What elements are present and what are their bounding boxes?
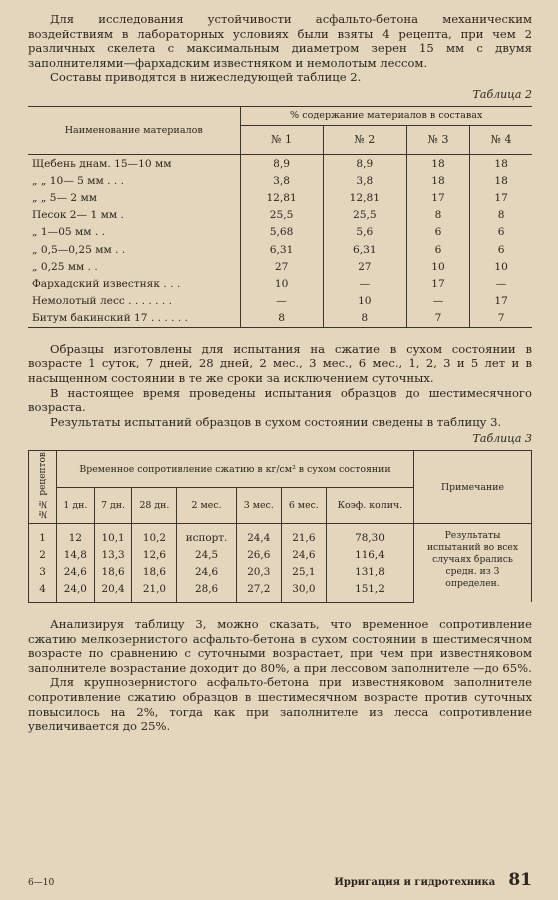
cell: 6,31 — [323, 241, 406, 258]
table-3-note-header: Примечание — [414, 451, 532, 524]
table-3-row — [29, 523, 532, 547]
cell: 8,9 — [240, 154, 323, 172]
cell: 18,6 — [94, 564, 132, 581]
cell: 27,2 — [236, 581, 281, 603]
cell: 12,81 — [240, 189, 323, 206]
paragraph-3: Образцы изготовлены для испытания на сжатие в сухом состоянии в возрасте 1 суток, 7 дней, 28 дней, 2 мес., 3 мес., 6 мес., 1, 2, 3 и 5 лет и в насыщенном состоянии в те же сроки за исключением суточных. — [28, 341, 532, 386]
cell: 5,6 — [323, 224, 406, 241]
cell: 6 — [470, 224, 532, 241]
material-label: Немолотый лесс . . . . . . . — [32, 295, 172, 308]
table-3 — [28, 450, 532, 603]
cell: 6 — [470, 241, 532, 258]
table-2-row — [28, 172, 532, 189]
table-3-note: Результаты испытаний во всех случаях брались средн. из 3 определен. — [414, 523, 532, 602]
cell: 24,4 — [236, 523, 281, 547]
cell: 21,6 — [281, 523, 326, 547]
cell: испорт. — [177, 523, 236, 547]
material-label: „ 0,5—0,25 мм . . — [32, 243, 126, 256]
table-3-col-header: 7 дн. — [94, 487, 132, 523]
cell: 10 — [240, 275, 323, 292]
cell: 17 — [406, 275, 469, 292]
table-2-row — [28, 207, 532, 224]
recipe-number: 3 — [29, 564, 57, 581]
cell: 18 — [406, 172, 469, 189]
table-2-row — [28, 275, 532, 292]
table-3-col-header: 6 мес. — [281, 487, 326, 523]
cell: 24,6 — [177, 564, 236, 581]
cell: 24,6 — [57, 564, 95, 581]
recipe-number: 2 — [29, 547, 57, 564]
cell: 18 — [406, 154, 469, 172]
table-2-name-header: Наименование материалов — [28, 106, 240, 154]
cell: 8,9 — [323, 154, 406, 172]
cell: 25,1 — [281, 564, 326, 581]
page-number: 81 — [508, 870, 532, 890]
cell: 17 — [470, 189, 532, 206]
cell: 116,4 — [326, 547, 413, 564]
cell: 6 — [406, 241, 469, 258]
cell: 17 — [406, 189, 469, 206]
cell: 24,5 — [177, 547, 236, 564]
cell: 3,8 — [240, 172, 323, 189]
cell: 10,1 — [94, 523, 132, 547]
material-label: „ 1—05 мм . . — [32, 226, 105, 239]
running-footer — [334, 870, 532, 890]
cell: — — [406, 292, 469, 309]
table-3-caption: Таблица 3 — [472, 432, 532, 446]
cell: 21,0 — [132, 581, 177, 603]
cell: 7 — [470, 310, 532, 328]
cell: 25,5 — [240, 207, 323, 224]
material-label: Фархадский известняк . . . — [32, 277, 181, 290]
cell: 8 — [470, 207, 532, 224]
cell: 18,6 — [132, 564, 177, 581]
paragraph-1: Для исследования устойчивости асфальто-бетона механическим воздействиям в лабораторных условиях были взяты 4 рецепта, при чем 2 различных скелета с максимальным диаметром зерен 15 мм с двумя заполнителями—фархадским известняком и немолотым лессом. — [28, 12, 532, 70]
cell: — — [323, 275, 406, 292]
cell: 8 — [240, 310, 323, 328]
recipe-number-label: №№ рецептов — [37, 452, 48, 519]
cell: 20,4 — [94, 581, 132, 603]
cell: 10 — [406, 258, 469, 275]
cell: 24,0 — [57, 581, 95, 603]
cell: 18 — [470, 154, 532, 172]
cell: 131,8 — [326, 564, 413, 581]
table-2-row — [28, 258, 532, 275]
table-2-col-header: № 1 — [240, 125, 323, 154]
paragraph-6: Анализируя таблицу 3, можно сказать, что временное сопротивление сжатию мелкозернистого асфальто-бетона в сухом состоянии в шестимесячном возрасте по сравнению с суточными возрастает, при чем при известняковом заполнителе возрастание доходит до 80%, а при лессовом заполнителе —до 65%. — [28, 616, 532, 675]
table-2-group-header: % содержание материалов в составах — [240, 106, 532, 125]
material-label: Песок 2— 1 мм . — [32, 209, 124, 222]
table-2-row — [28, 224, 532, 241]
cell: 5,68 — [240, 224, 323, 241]
material-label: „ 0,25 мм . . — [32, 260, 98, 273]
cell: 10,2 — [132, 523, 177, 547]
cell: 6,31 — [240, 241, 323, 258]
cell: 12,81 — [323, 189, 406, 206]
cell: 3,8 — [323, 172, 406, 189]
cell: 8 — [406, 207, 469, 224]
cell: 20,3 — [236, 564, 281, 581]
cell: 27 — [323, 258, 406, 275]
table-2-row — [28, 154, 532, 172]
page-footer — [28, 870, 532, 890]
cell: 10 — [323, 292, 406, 309]
table-3-col-header: Коэф. колич. — [326, 487, 413, 523]
cell: 10 — [470, 258, 532, 275]
table-2-row — [28, 292, 532, 309]
cell: 78,30 — [326, 523, 413, 547]
cell: 151,2 — [326, 581, 413, 603]
recipe-number: 1 — [29, 523, 57, 547]
material-label: „ „ 5— 2 мм — [32, 191, 98, 204]
cell: 7 — [406, 310, 469, 328]
cell: 12 — [57, 523, 95, 547]
recipe-number: 4 — [29, 581, 57, 603]
paragraph-4: В настоящее время проведены испытания образцов до шестимесячного возраста. — [28, 385, 532, 415]
cell: 24,6 — [281, 547, 326, 564]
cell: 18 — [470, 172, 532, 189]
table-3-group-header: Временное сопротивление сжатию в кг/см² в сухом состоянии — [57, 451, 414, 487]
cell: — — [470, 275, 532, 292]
material-label: „ „ 10— 5 мм . . . — [32, 174, 124, 187]
table-3-col-header: 1 дн. — [57, 487, 95, 523]
table-2-caption: Таблица 2 — [472, 87, 532, 101]
material-label: Битум бакинский 17 . . . . . . — [28, 310, 240, 328]
cell: 17 — [470, 292, 532, 309]
cell: 6 — [406, 224, 469, 241]
cell: 28,6 — [177, 581, 236, 603]
cell: 8 — [323, 310, 406, 328]
table-3-col-header: 3 мес. — [236, 487, 281, 523]
material-label: Щебень днам. 15—10 мм — [32, 157, 172, 170]
paragraph-7: Для крупнозернистого асфальто-бетона при известняковом заполнителе сопротивление сжатию образцов в шестимесячном возрасте против суточных повысилось на 2%, тогда как при заполнителе из лесса сопротивление увеличивается до 25%. — [28, 675, 532, 734]
table-2 — [28, 106, 532, 328]
table-3-col-header: 28 дн. — [132, 487, 177, 523]
table-3-col-header: 2 мес. — [177, 487, 236, 523]
cell: 13,3 — [94, 547, 132, 564]
table-2-row — [28, 189, 532, 206]
table-2-row — [28, 310, 532, 328]
cell: 25,5 — [323, 207, 406, 224]
table-2-col-header: № 3 — [406, 125, 469, 154]
paragraph-2: Составы приводятся в нижеследующей таблице 2. — [50, 70, 362, 85]
cell: 26,6 — [236, 547, 281, 564]
table-3-num-header — [29, 451, 57, 524]
journal-title: Ирригация и гидротехника — [334, 877, 496, 888]
table-2-row — [28, 241, 532, 258]
table-2-col-header: № 4 — [470, 125, 532, 154]
cell: 30,0 — [281, 581, 326, 603]
cell: 27 — [240, 258, 323, 275]
printer-signature: 6—10 — [28, 878, 55, 888]
table-2-col-header: № 2 — [323, 125, 406, 154]
paragraph-5: Результаты испытаний образцов в сухом состоянии сведены в таблицу 3. — [50, 414, 502, 429]
cell: 14,8 — [57, 547, 95, 564]
cell: — — [240, 292, 323, 309]
cell: 12,6 — [132, 547, 177, 564]
